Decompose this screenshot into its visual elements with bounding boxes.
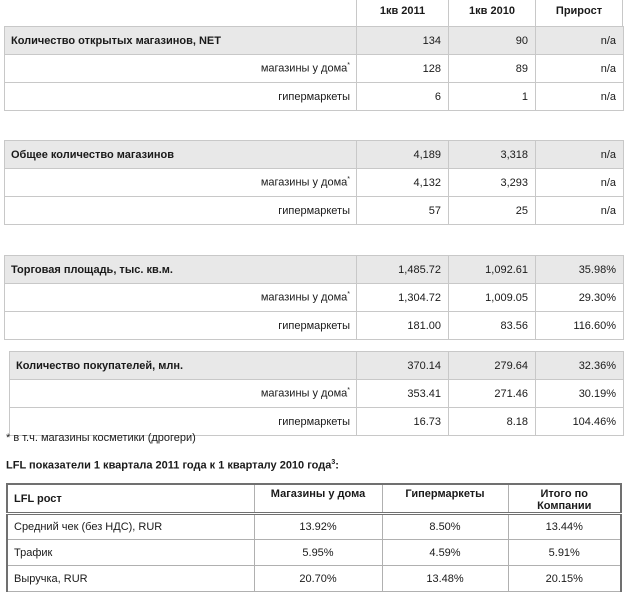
value-cell: 181.00 <box>357 312 449 340</box>
value-cell: 134 <box>357 27 449 55</box>
value-cell: 1 <box>449 83 536 111</box>
value-cell: 5.91% <box>508 540 621 566</box>
footnote-mark: 3 <box>331 459 336 466</box>
value-cell: 89 <box>449 55 536 83</box>
value-cell: 8.50% <box>382 514 508 540</box>
value-cell: 3,318 <box>449 141 536 169</box>
section-title: Количество открытых магазинов, NET <box>5 27 357 55</box>
section-header-row <box>5 27 624 55</box>
value-cell: n/a <box>536 197 624 225</box>
col-header-q1-2010: 1кв 2010 <box>448 0 535 26</box>
value-cell: 16.73 <box>357 408 449 436</box>
table-row <box>5 169 624 197</box>
row-label: Выручка, RUR <box>7 566 254 592</box>
value-cell: 13.44% <box>508 514 621 540</box>
lfl-header-cell: LFL рост <box>7 484 254 514</box>
value-cell: 5.95% <box>254 540 382 566</box>
table-row <box>10 380 624 408</box>
row-label: магазины у дома* <box>10 380 357 408</box>
footnote: * в т.ч. магазины косметики (дрогери) <box>6 432 196 444</box>
value-cell: n/a <box>536 169 624 197</box>
value-cell: 3,293 <box>449 169 536 197</box>
section-table <box>4 140 624 225</box>
value-cell: 1,092.61 <box>449 256 536 284</box>
lfl-title: LFL показатели 1 квартала 2011 года к 1 кварталу 2010 года$^3$: <box>6 459 339 472</box>
value-cell: 4,189 <box>357 141 449 169</box>
lfl-table <box>6 483 622 592</box>
col-header-growth: Прирост <box>535 0 623 26</box>
value-cell: 353.41 <box>357 380 449 408</box>
row-label: магазины у дома* <box>5 55 357 83</box>
section-title: Общее количество магазинов <box>5 141 357 169</box>
value-cell: n/a <box>536 27 624 55</box>
table-row <box>5 197 624 225</box>
value-cell: 29.30% <box>536 284 624 312</box>
value-cell: 116.60% <box>536 312 624 340</box>
value-cell: 32.36% <box>536 352 624 380</box>
value-cell: 90 <box>449 27 536 55</box>
footnote-mark: * <box>347 62 350 70</box>
row-label: магазины у дома* <box>5 284 357 312</box>
row-label: Трафик <box>7 540 254 566</box>
value-cell: 8.18 <box>449 408 536 436</box>
row-label: гипермаркеты <box>5 312 357 340</box>
table-row <box>7 540 621 566</box>
section-title: Количество покупателей, млн. <box>10 352 357 380</box>
col-header-q1-2011: 1кв 2011 <box>356 0 448 26</box>
value-cell: 35.98% <box>536 256 624 284</box>
row-label: гипермаркеты <box>5 83 357 111</box>
value-cell: 30.19% <box>536 380 624 408</box>
row-label: магазины у дома* <box>5 169 357 197</box>
table-row <box>5 83 624 111</box>
lfl-header-cell: Гипермаркеты <box>382 484 508 514</box>
value-cell: 128 <box>357 55 449 83</box>
table-row <box>5 284 624 312</box>
value-cell: 4.59% <box>382 540 508 566</box>
value-cell: n/a <box>536 55 624 83</box>
value-cell: 1,304.72 <box>357 284 449 312</box>
section-header-row <box>5 256 624 284</box>
value-cell: 20.70% <box>254 566 382 592</box>
value-cell: 279.64 <box>449 352 536 380</box>
value-cell: 20.15% <box>508 566 621 592</box>
footnote-mark: * <box>347 176 350 184</box>
value-cell: 104.46% <box>536 408 624 436</box>
value-cell: 1,009.05 <box>449 284 536 312</box>
value-cell: 6 <box>357 83 449 111</box>
value-cell: 25 <box>449 197 536 225</box>
table-row <box>7 514 621 540</box>
section-header-row <box>10 352 624 380</box>
value-cell: 57 <box>357 197 449 225</box>
section-header-row <box>5 141 624 169</box>
value-cell: 83.56 <box>449 312 536 340</box>
row-label: гипермаркеты <box>10 408 357 436</box>
value-cell: 13.48% <box>382 566 508 592</box>
value-cell: n/a <box>536 141 624 169</box>
row-label: Средний чек (без НДС), RUR <box>7 514 254 540</box>
section-table <box>9 351 624 436</box>
section-table <box>4 255 624 340</box>
section-title: Торговая площадь, тыс. кв.м. <box>5 256 357 284</box>
value-cell: 13.92% <box>254 514 382 540</box>
lfl-header-cell: Итого по Компании <box>508 484 621 514</box>
table-row <box>7 566 621 592</box>
table-row <box>5 55 624 83</box>
value-cell: 4,132 <box>357 169 449 197</box>
value-cell: 271.46 <box>449 380 536 408</box>
value-cell: 1,485.72 <box>357 256 449 284</box>
value-cell: n/a <box>536 83 624 111</box>
footnote-mark: * <box>347 291 350 299</box>
value-cell: 370.14 <box>357 352 449 380</box>
section-table <box>4 26 624 111</box>
footnote-mark: * <box>347 387 350 395</box>
row-label: гипермаркеты <box>5 197 357 225</box>
lfl-header-row <box>7 484 621 514</box>
lfl-header-cell: Магазины у дома <box>254 484 382 514</box>
table-row <box>5 312 624 340</box>
